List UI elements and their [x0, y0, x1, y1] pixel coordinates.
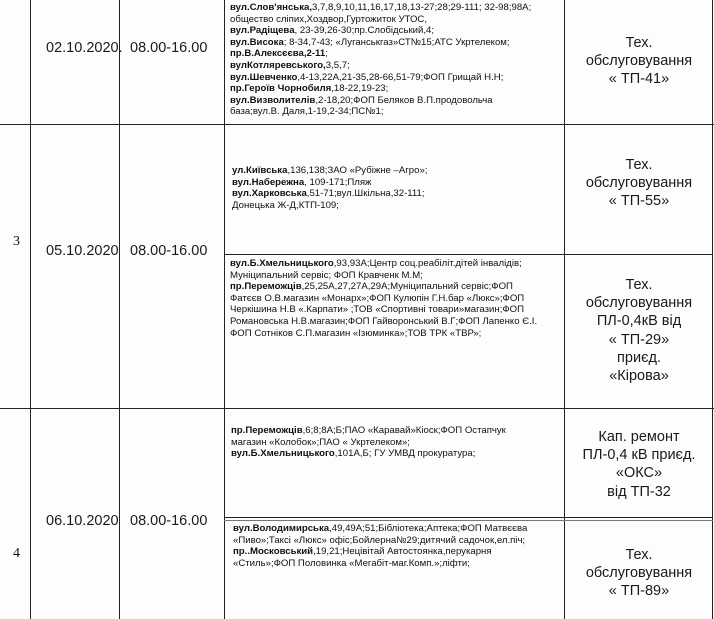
row-date: 02.10.2020.	[46, 40, 123, 56]
address-text: Муніципальний сервіс; ФОП Кравченк М.М;	[230, 269, 423, 281]
row-border-4a	[224, 517, 713, 518]
address-line	[231, 448, 506, 460]
address-text: «Стиль»;ФОП Половинка «Мегабіт-маг.Комп.»;ліфти;	[233, 557, 470, 569]
street-name: вул.Харковська	[232, 188, 307, 200]
address-text: ,18-22,19-23;	[331, 83, 389, 95]
address-line	[232, 200, 427, 212]
row-date: 05.10.2020	[46, 243, 119, 259]
column-border-time	[224, 0, 225, 619]
address-line	[230, 48, 531, 60]
row-date: 06.10.2020	[46, 513, 119, 529]
address-text: база;вул.В. Даля,1-19,2-34;ПС№1;	[230, 106, 384, 118]
street-name: вул.Шевченко	[230, 71, 298, 83]
address-text: Черкішина Н.В «.Карпати» ;ТОВ «Спортивні товари»магазин;ФОП	[230, 304, 525, 316]
street-name: вулКотляревського,	[230, 59, 326, 71]
address-line	[230, 2, 531, 14]
column-border-left	[30, 0, 31, 619]
work-line: ПЛ-0,4кВ від	[596, 313, 682, 330]
work-line: « ТП-55»	[608, 193, 670, 210]
work-description	[566, 546, 712, 601]
address-text: ; 8-34,7-43; «Луганськгаз»СТ№15;АТС Укртелеком;	[283, 36, 510, 48]
address-text: , 109-171;Пляж	[304, 176, 372, 188]
street-name: вул.Радіщева	[230, 25, 295, 37]
column-border-date	[119, 0, 120, 619]
address-text: «Пиво»;Таксі «Люкс» офіс;Бойлерна№29;дитячий садочок,ел.піч;	[233, 534, 526, 546]
address-line	[233, 535, 527, 547]
column-border-right	[712, 0, 713, 619]
street-name: вул.Б.Хмельницького	[231, 448, 335, 460]
row-number: 4	[13, 546, 20, 561]
address-text: Донецька Ж-Д,КТП-109;	[232, 199, 339, 211]
address-line	[230, 83, 531, 95]
work-line: Кап. ремонт	[598, 429, 680, 445]
address-text: ,93,93А;Центр соц.реабіліт.дітей інвалідів;	[333, 258, 522, 269]
address-text: ФОП Сотніков С.П.магазин «Ізюминка»;ТОВ ТРК «ТВР»;	[230, 327, 482, 339]
address-list	[230, 258, 537, 339]
street-name: пр.В.Алексєєва,2-11	[230, 48, 326, 60]
address-text: Романовська Н.В.магазин;ФОП Гайворонський В.Г;ФОП Лапенко Є.І.	[230, 315, 538, 327]
work-line: Тех.	[625, 35, 653, 51]
street-name: пр.Героїв Чорнобиля	[230, 83, 332, 95]
address-text: Фатєєв О.В.магазин «Монарх»;ФОП Кулюпін Г.Н.бар «Люкс»;ФОП	[230, 292, 525, 304]
address-line	[232, 177, 427, 189]
address-text: магазин «Колобок»;ПАО « Укртелеком»;	[231, 436, 410, 448]
address-line	[230, 25, 531, 37]
row-border-3a	[224, 254, 713, 255]
work-description	[566, 428, 712, 501]
address-text: ,6;8;8А;Б;ПАО «Каравай»Кіоск;ФОП Остапчук	[302, 425, 506, 436]
work-line: « ТП-89»	[608, 583, 670, 600]
work-description	[566, 276, 712, 385]
address-text: ,19,21;Нецівітай Автостоянка,перукарня	[313, 546, 492, 558]
work-line: Тех.	[625, 277, 653, 293]
work-line: «Кірова»	[609, 368, 669, 385]
row-time: 08.00-16.00	[130, 513, 208, 529]
address-list	[230, 2, 531, 118]
address-text: ,101А,Б; ГУ УМВД прокуратура;	[334, 448, 476, 460]
address-line	[230, 72, 531, 84]
street-name: вул.Визволителів	[230, 94, 316, 106]
address-line	[230, 304, 537, 316]
address-line	[230, 258, 537, 270]
row-border-1	[0, 124, 714, 125]
address-text: общество сліпих,Хоздвор,Гуртожиток УТОС,	[230, 13, 428, 25]
address-line	[230, 37, 531, 49]
address-line	[230, 14, 531, 26]
street-name: вул.Б.Хмельницького	[230, 258, 334, 269]
work-line: обслуговування	[585, 53, 693, 70]
address-line	[230, 60, 531, 72]
address-text: , 23-39,26-30;пр.Слобідський,4;	[294, 25, 435, 37]
work-line: Тех.	[625, 157, 653, 173]
address-line	[232, 165, 427, 177]
address-line	[233, 546, 527, 558]
row-number: 3	[13, 234, 20, 249]
work-line: « ТП-41»	[608, 71, 670, 88]
work-line: ПЛ-0,4 кВ приєд.	[582, 447, 696, 464]
work-line: приєд.	[617, 349, 661, 366]
column-border-address	[564, 0, 565, 619]
address-text: ,25,25А,27,27А,29А;Муніципальний сервіс;ФОП	[301, 281, 513, 293]
street-name: ул.Київська	[232, 165, 288, 176]
street-name: вул.Слов'янська,	[230, 2, 312, 13]
work-line: від ТП-32	[607, 483, 671, 500]
street-name: вул.Висока	[230, 36, 284, 48]
street-name: вул.Набережна	[232, 176, 305, 188]
row-border-4a-second	[224, 520, 713, 521]
address-text: ,136,138;ЗАО «Рубіжне –Агро»;	[287, 165, 428, 176]
row-time: 08.00-16.00	[130, 243, 208, 259]
address-line	[233, 523, 527, 535]
work-line: обслуговування	[585, 565, 693, 582]
address-line	[230, 316, 537, 328]
address-text: ,51-71;вул.Шкільна,32-111;	[306, 188, 425, 200]
address-line	[230, 95, 531, 107]
address-list	[233, 523, 527, 569]
work-line: обслуговування	[585, 175, 693, 192]
address-list	[231, 425, 506, 460]
address-line	[230, 281, 537, 293]
address-text: ;	[325, 48, 328, 60]
address-line	[230, 293, 537, 305]
address-line	[230, 270, 537, 282]
address-line	[233, 558, 527, 570]
row-time: 08.00-16.00	[130, 40, 208, 56]
row-border-2	[0, 408, 714, 409]
work-line: Тех.	[625, 547, 653, 563]
address-text: ,2-18,20;ФОП Беляков В.П.продовольча	[315, 94, 493, 106]
address-line	[230, 106, 531, 118]
address-text: ,49,49А;51;Бібліотека;Аптека;ФОП Матвєєва	[329, 523, 528, 534]
address-line	[232, 188, 427, 200]
work-line: « ТП-29»	[608, 331, 670, 348]
work-line: «ОКС»	[615, 465, 663, 482]
address-text: 3,5,7;	[325, 59, 350, 71]
address-text: ,4-13,22А,21-35,28-66,51-79;ФОП Грищай Н.Н;	[297, 71, 504, 83]
work-description	[566, 34, 712, 89]
address-text: 3,7,8,9,10,11,16,17,18,13-27;28;29-111; 32-98;98А;	[312, 2, 532, 13]
street-name: пр.Переможців	[231, 425, 303, 436]
street-name: вул.Володимирська	[233, 523, 330, 534]
address-line	[231, 437, 506, 449]
street-name: пр.Переможців	[230, 281, 302, 293]
street-name: пр..Московський	[233, 546, 314, 558]
address-line	[230, 328, 537, 340]
address-list	[232, 165, 427, 211]
work-line: обслуговування	[585, 295, 693, 312]
work-description	[566, 156, 712, 211]
address-line	[231, 425, 506, 437]
